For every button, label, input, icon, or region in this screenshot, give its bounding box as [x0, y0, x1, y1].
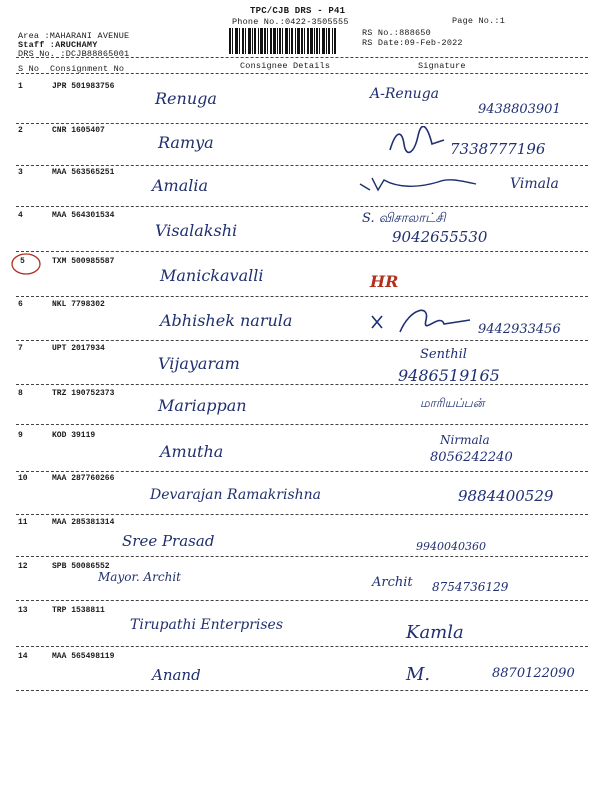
- row-signature-scribble: [358, 174, 478, 199]
- row-sno: 3: [18, 168, 23, 177]
- row-consignment: JPR 501983756: [52, 82, 115, 91]
- row-phone: 8754736129: [432, 580, 509, 594]
- row-consignee-name: Amalia: [152, 176, 209, 195]
- column-sno: S No: [18, 64, 40, 74]
- row-circle-mark: [9, 251, 43, 282]
- column-consignment: Consignment No: [50, 64, 125, 74]
- row-consignee-name: Visalakshi: [155, 221, 238, 240]
- row-phone: 9884400529: [458, 487, 554, 505]
- row-signature: Nirmala: [440, 433, 490, 447]
- row-phone: 9442933456: [478, 322, 561, 337]
- row-consignee-name: Anand: [152, 666, 201, 684]
- row-consignment: MAA 285381314: [52, 518, 115, 527]
- area-field: Area :MAHARANI AVENUE: [18, 31, 130, 41]
- row-consignee-name: Mariappan: [158, 396, 247, 415]
- header-separator-top: [16, 57, 588, 58]
- staff-field: Staff :ARUCHAMY: [18, 40, 98, 50]
- rs-number: RS No.:888650: [362, 28, 431, 38]
- row-separator: [16, 424, 588, 425]
- row-consignee-name: Devarajan Ramakrishna: [150, 487, 322, 503]
- row-separator: [16, 296, 588, 297]
- row-consignment: TXM 500985587: [52, 257, 115, 266]
- row-phone: 9486519165: [398, 366, 500, 385]
- row-sno: 10: [18, 474, 28, 483]
- column-signature: Signature: [418, 61, 466, 71]
- row-consignee-name: Manickavalli: [160, 266, 264, 285]
- row-consignment: UPT 2017934: [52, 344, 105, 353]
- row-sno: 7: [18, 344, 23, 353]
- row-signature: M.: [406, 664, 431, 685]
- row-phone: 8870122090: [492, 666, 575, 681]
- row-consignment: CNR 1605407: [52, 126, 105, 135]
- row-phone: 9438803901: [478, 102, 561, 117]
- row-consignment: MAA 287760266: [52, 474, 115, 483]
- row-consignment: TRZ 190752373: [52, 389, 115, 398]
- column-consignee: Consignee Details: [240, 61, 331, 71]
- row-consignee-name: Tirupathi Enterprises: [130, 617, 284, 633]
- row-consignee-name: Abhishek narula: [160, 311, 293, 330]
- row-sno: 12: [18, 562, 28, 571]
- row-phone: 9042655530: [392, 228, 488, 246]
- row-signature: A-Renuga: [370, 86, 440, 102]
- document-title: TPC/CJB DRS - P41: [250, 6, 346, 16]
- row-signature: Senthil: [420, 347, 467, 362]
- row-phone: 7338777196: [450, 140, 546, 158]
- row-sno: 6: [18, 300, 23, 309]
- row-signature: HR: [370, 272, 399, 291]
- row-separator: [16, 165, 588, 166]
- row-sno: 9: [18, 431, 23, 440]
- row-separator: [16, 471, 588, 472]
- row-separator: [16, 514, 588, 515]
- row-consignee-name: Amutha: [160, 442, 224, 461]
- header-separator-bottom: [16, 73, 588, 74]
- row-consignment: NKL 7798302: [52, 300, 105, 309]
- row-consignee-name: Sree Prasad: [122, 532, 215, 550]
- row-signature: Vimala: [510, 176, 559, 192]
- row-consignment: SPB 50086552: [52, 562, 110, 571]
- row-sno: 2: [18, 126, 23, 135]
- row-consignee-name: Ramya: [158, 133, 214, 152]
- row-phone: 8056242240: [430, 450, 513, 465]
- row-separator: [16, 206, 588, 207]
- row-separator: [16, 251, 588, 252]
- row-signature-scribble: [370, 302, 480, 341]
- row-signature: மாரியப்பன்: [420, 396, 485, 410]
- row-separator: [16, 123, 588, 124]
- row-consignment: TRP 1538811: [52, 606, 105, 615]
- row-separator: [16, 556, 588, 557]
- row-phone: 9940040360: [416, 540, 486, 553]
- row-consignment: KOD 39119: [52, 431, 96, 440]
- row-sno: 8: [18, 389, 23, 398]
- row-sno: 11: [18, 518, 28, 527]
- row-sno: 13: [18, 606, 28, 615]
- row-separator: [16, 690, 588, 691]
- page-number: Page No.:1: [452, 16, 506, 26]
- barcode: [229, 28, 336, 54]
- row-consignee-name: Renuga: [155, 89, 217, 108]
- row-sno: 4: [18, 211, 23, 220]
- row-separator: [16, 646, 588, 647]
- row-signature-scribble: [388, 126, 448, 161]
- row-signature: S. விசாலாட்சி: [362, 211, 446, 226]
- row-sno: 1: [18, 82, 23, 91]
- row-separator: [16, 384, 588, 385]
- row-signature: Kamla: [406, 622, 464, 643]
- row-separator: [16, 340, 588, 341]
- row-separator: [16, 600, 588, 601]
- row-sno: 14: [18, 652, 28, 661]
- row-consignment: MAA 563565251: [52, 168, 115, 177]
- row-consignee-name: Mayor. Archit: [98, 570, 182, 584]
- row-consignee-name: Vijayaram: [158, 354, 240, 373]
- row-signature: Archit: [372, 575, 413, 590]
- rs-date: RS Date:09-Feb-2022: [362, 38, 463, 48]
- row-consignment: MAA 565498119: [52, 652, 115, 661]
- row-sno: 5: [20, 257, 25, 266]
- row-consignment: MAA 564301534: [52, 211, 115, 220]
- drs-number: DRS No. :DCJB88865001: [18, 49, 130, 59]
- phone-number: Phone No.:0422-3505555: [232, 17, 349, 27]
